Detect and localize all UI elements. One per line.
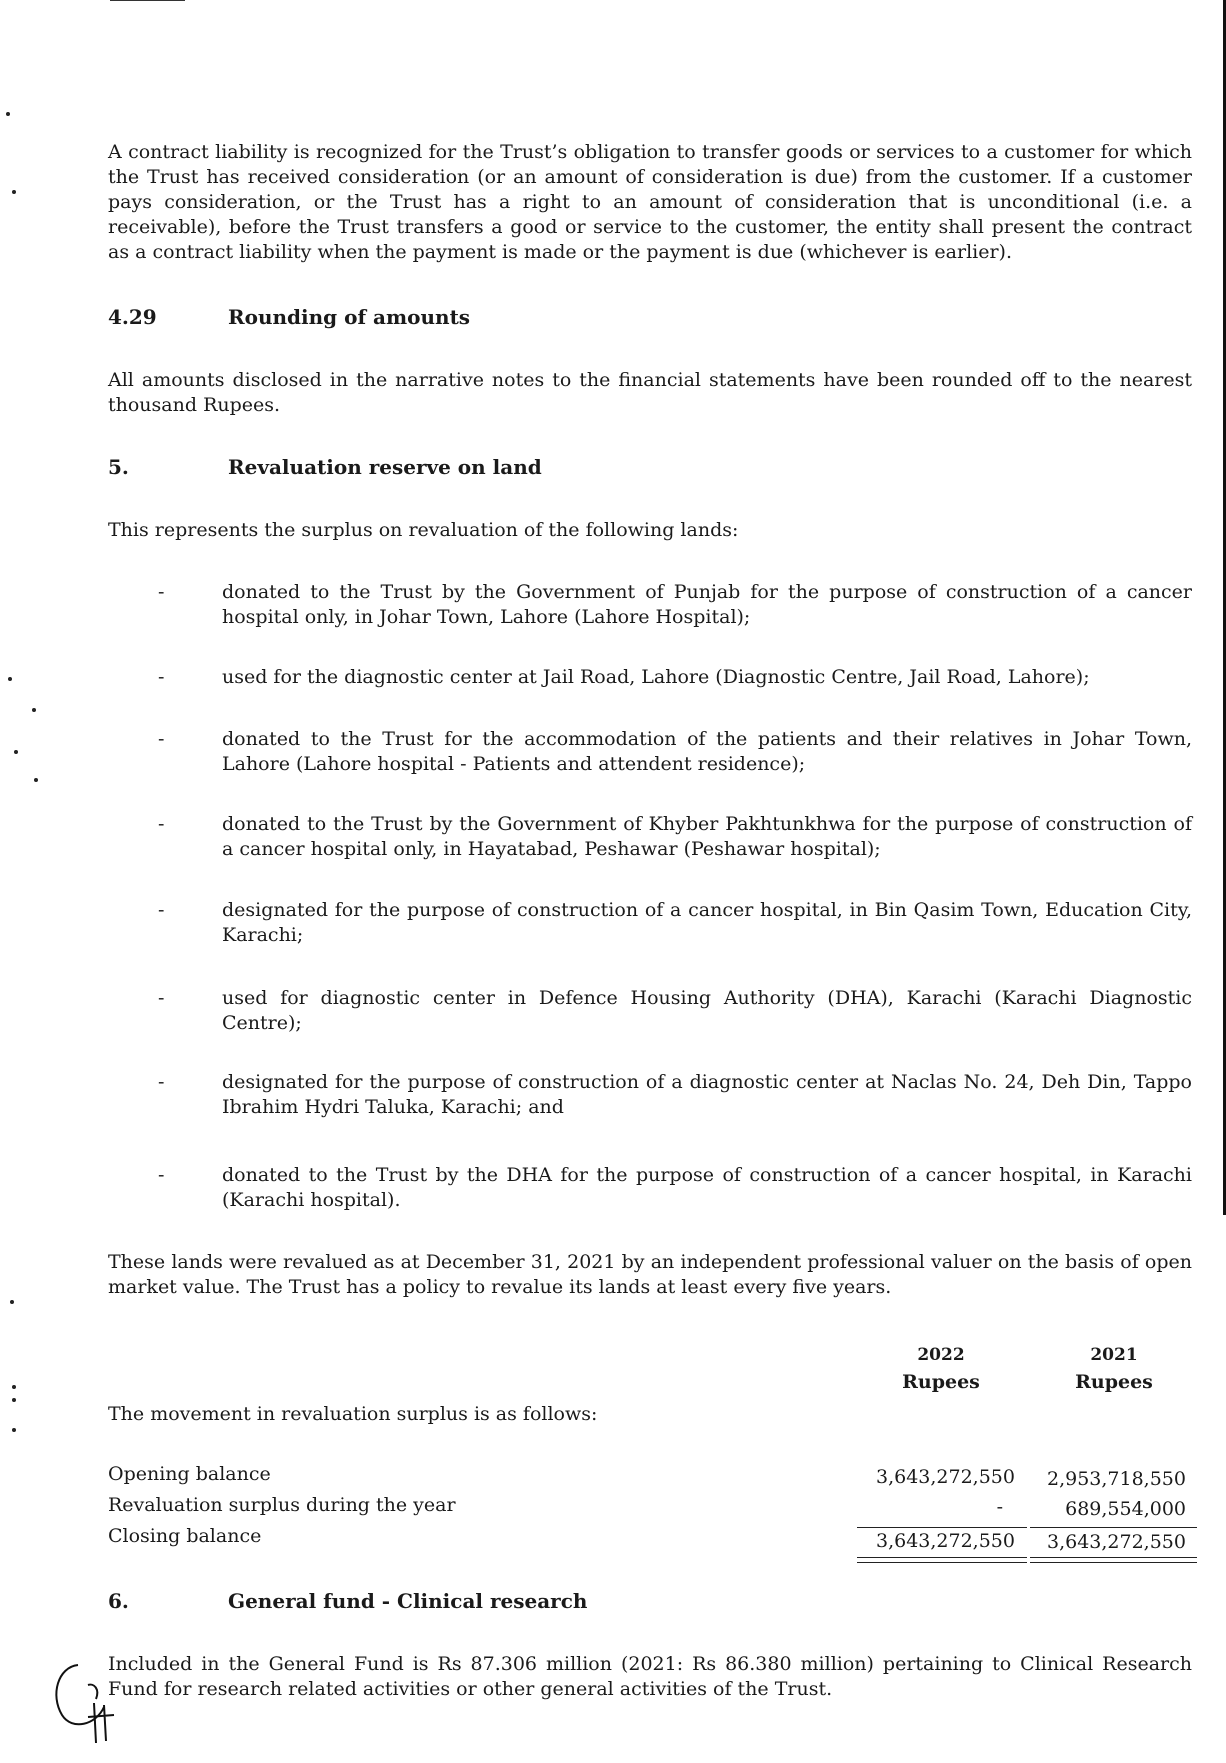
bullet-dash: - (158, 1071, 165, 1093)
opening-balance-2021: 2,953,718,550 (1046, 1468, 1186, 1490)
section-4-29-heading (108, 305, 470, 329)
list-item-text: donated to the Trust by the Government of Punjab for the purpose of construction of a cancer hospital only, in Johar Town, Lahore (Lahore Hospital); (222, 581, 1192, 628)
section-5-heading (108, 455, 542, 479)
scan-speck (6, 112, 10, 116)
scan-speck (32, 708, 36, 712)
section-title: Rounding of amounts (228, 305, 471, 329)
scan-speck (12, 1428, 16, 1432)
list-item-text: donated to the Trust for the accommodation of the patients and their relatives in Johar Town, Lahore (Lahore hospital - Patients and attendent residence); (222, 728, 1192, 775)
total-double-rule-2022 (857, 1557, 1027, 1558)
section-number: 4.29 (108, 305, 157, 329)
scan-speck (12, 1385, 16, 1389)
column-header-2022 (858, 1345, 1024, 1393)
section-title: Revaluation reserve on land (228, 455, 542, 479)
revaluation-surplus-2022: - (996, 1496, 1003, 1518)
subtotal-rule-2022 (857, 1527, 1027, 1528)
scan-speck (34, 778, 38, 782)
closing-balance-2021: 3,643,272,550 (1046, 1531, 1186, 1553)
row-label-revaluation-surplus: Revaluation surplus during the year (108, 1494, 456, 1516)
row-label-closing-balance: Closing balance (108, 1525, 262, 1547)
section-title: General fund - Clinical research (228, 1589, 588, 1613)
column-unit: Rupees (1075, 1371, 1153, 1393)
list-item-text: used for diagnostic center in Defence Housing Authority (DHA), Karachi (Karachi Diagnostic Centre); (222, 987, 1192, 1034)
closing-balance-2022: 3,643,272,550 (875, 1530, 1015, 1552)
column-year: 2022 (917, 1345, 965, 1365)
bullet-dash: - (158, 1164, 165, 1186)
section-number: 6. (108, 1589, 129, 1613)
table-caption: The movement in revaluation surplus is as follows: (108, 1403, 598, 1425)
revaluation-surplus-2021: 689,554,000 (1065, 1498, 1186, 1520)
row-label-opening-balance: Opening balance (108, 1463, 271, 1485)
scan-speck (10, 1300, 14, 1304)
opening-balance-2022: 3,643,272,550 (875, 1466, 1015, 1488)
list-item-text: used for the diagnostic center at Jail Road, Lahore (Diagnostic Centre, Jail Road, Lahore); (222, 666, 1090, 688)
bullet-dash: - (158, 899, 165, 921)
list-item-text: designated for the purpose of construction of a diagnostic center at Naclas No. 24, Deh Din, Tappo Ibrahim Hydri Taluka, Karachi; and (222, 1071, 1192, 1118)
bullet-dash: - (158, 728, 165, 750)
total-double-rule-2022 (857, 1562, 1027, 1563)
top-rule (110, 0, 185, 1)
column-year: 2021 (1090, 1345, 1138, 1365)
scan-speck (12, 190, 16, 194)
section-number: 5. (108, 455, 129, 479)
total-double-rule-2021 (1030, 1562, 1197, 1563)
column-unit: Rupees (902, 1371, 980, 1393)
bullet-dash: - (158, 813, 165, 835)
subtotal-rule-2021 (1030, 1527, 1197, 1528)
bullet-dash: - (158, 666, 165, 688)
handwritten-initials (48, 1655, 128, 1745)
general-fund-paragraph: Included in the General Fund is Rs 87.306 million (2021: Rs 86.380 million) pertaining to Clinical Research Fund for research related activities or other general activities of the Trust. (108, 1653, 1192, 1700)
list-item-text: donated to the Trust by the Government of Khyber Pakhtunkhwa for the purpose of construction of a cancer hospital only, in Hayatabad, Peshawar (Peshawar hospital); (222, 813, 1192, 860)
list-item-text: donated to the Trust by the DHA for the purpose of construction of a cancer hospital, in Karachi (Karachi hospital). (222, 1164, 1192, 1211)
revaluation-intro: This represents the surplus on revaluation of the following lands: (108, 519, 739, 541)
total-double-rule-2021 (1030, 1557, 1197, 1558)
bullet-dash: - (158, 987, 165, 1009)
column-header-2021 (1031, 1345, 1197, 1393)
revaluation-note: These lands were revalued as at December 31, 2021 by an independent professional valuer on the basis of open market value. The Trust has a policy to revalue its lands at least every five years. (108, 1251, 1192, 1298)
section-6-heading (108, 1589, 587, 1613)
bullet-dash: - (158, 581, 165, 603)
scan-speck (8, 677, 12, 681)
rounding-paragraph: All amounts disclosed in the narrative notes to the financial statements have been rounded off to the nearest thousand Rupees. (108, 369, 1192, 416)
scan-speck (14, 750, 18, 754)
scan-speck (12, 1398, 16, 1402)
contract-liability-paragraph: A contract liability is recognized for the Trust’s obligation to transfer goods or services to a customer for which the Trust has received consideration (or an amount of consideration is due) from the customer. If a customer pays consideration, or the Trust has a right to an amount of consideration that is unconditional (i.e. a receivable), before the Trust transfers a good or service to the customer, the entity shall present the contract as a contract liability when the payment is made or the payment is due (whichever is earlier). (108, 141, 1192, 263)
list-item-text: designated for the purpose of construction of a cancer hospital, in Bin Qasim Town, Education City, Karachi; (222, 899, 1192, 946)
